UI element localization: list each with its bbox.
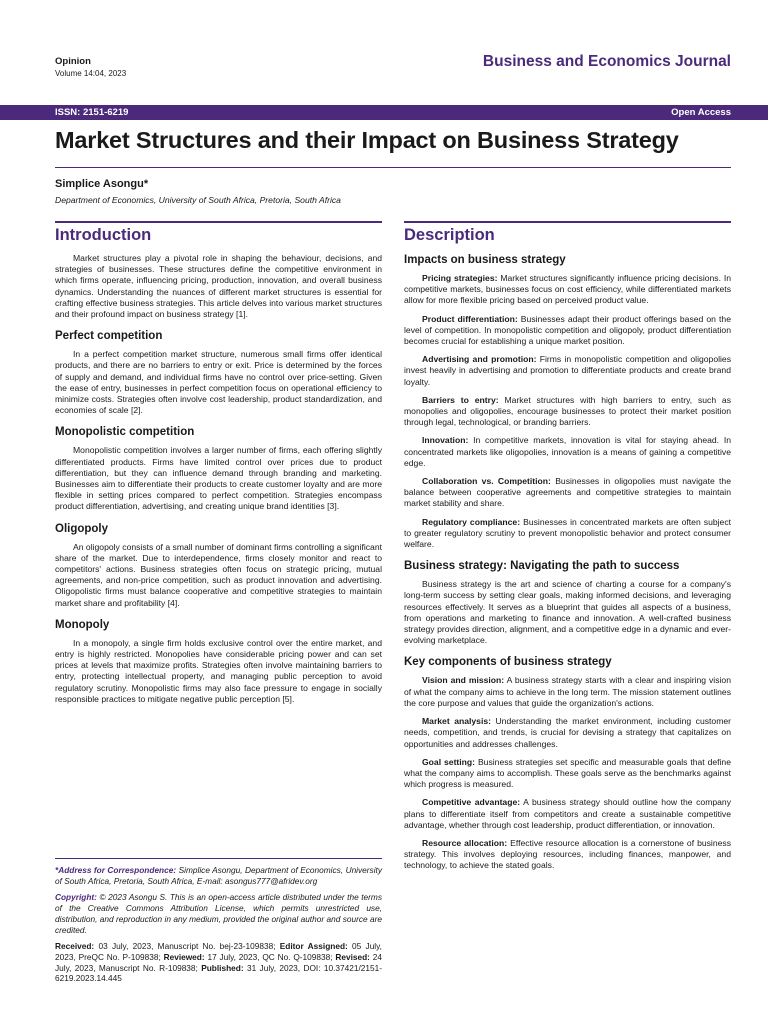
- author-affiliation: Department of Economics, University of South Africa, Pretoria, South Africa: [55, 195, 341, 205]
- monopoly-text: In a monopoly, a single firm holds exclusive control over the entire market, and entry is highly restricted. Monopolies have considerable pricing power and can set prices at levels that maximize profits. Strategies often involve maintaining barriers to entry, protecting intellectual property, and managing public perception to avoid regulatory scrutiny. Monopolistic firms may also face pressure to engage in socially responsible practices to mitigate negative public perception [5].: [55, 637, 382, 704]
- market-analysis-text: Market analysis: Understanding the market environment, including customer needs, competition, and trends, is crucial for devising a strategy that capitalizes on opportunities and addresses challenges.: [404, 716, 732, 749]
- open-access-label: Open Access: [671, 107, 731, 118]
- article-title: Market Structures and their Impact on Business Strategy: [55, 127, 679, 153]
- perfect-competition-text: In a perfect competition market structure, numerous small firms offer identical products, and there are no barriers to entry or exit. Price is determined by the forces of supply and demand, and individual firms have no control over price-setting. Given the ease of entry, businesses in perfect competition focus on operational efficiency to minimize costs. Strategies often involve cost leadership, product standardization, and economies of scale [2].: [55, 349, 382, 416]
- business-strategy-heading: Business strategy: Navigating the path to success: [404, 560, 680, 573]
- correspondence-note: *Address for Correspondence: Simplice Asongu, Department of Economics, University of South Africa, Pretoria, South Africa, E-mail: asongus777@afridev.org: [55, 865, 382, 886]
- journal-name: Business and Economics Journal: [482, 53, 731, 70]
- pricing-strategies-text: Pricing strategies: Market structures significantly influence pricing decisions. In competitive markets, businesses focus on cost efficiency, while differentiated markets allow for more flexible pricing based on perceived product value.: [404, 273, 732, 306]
- section-divider: [404, 221, 731, 223]
- monopolistic-competition-heading: Monopolistic competition: [55, 426, 195, 439]
- section-divider: [55, 221, 382, 223]
- footnotes: [55, 858, 382, 990]
- key-components-heading: Key components of business strategy: [404, 656, 612, 669]
- regulatory-text: Regulatory compliance: Businesses in concentrated markets are often subject to greater regulatory scrutiny to prevent monopolistic behavior and protect consumer welfare.: [404, 516, 732, 550]
- goal-setting-text: Goal setting: Business strategies set specific and measurable goals that define what the company aims to accomplish. These goals serve as the benchmarks against which progress is measured.: [404, 756, 731, 790]
- monopoly-heading: Monopoly: [55, 618, 110, 631]
- collaboration-text: Collaboration vs. Competition: Businesses in oligopolies must navigate the balance between cooperative agreements and competitive strategies to maintain market stability and share.: [404, 476, 731, 509]
- copyright-note: Copyright: © 2023 Asongu S. This is an open-access article distributed under the terms of the Creative Commons Attribution License, which permits unrestricted use, distribution, and reproduction in any medium, provided the original author and source are credited.: [55, 892, 382, 935]
- business-strategy-text: Business strategy is the art and science of charting a course for a company's long-term success by setting clear goals, making informed decisions, and leveraging resources effectively. It serves as a blueprint that guides all aspects of a business, from operations and marketing to finance and innovation. A well-crafted business strategy provides direction, alignment, and a competitive edge in a dynamic and ever-evolving marketplace.: [404, 579, 731, 646]
- competitive-advantage-text: Competitive advantage: A business strategy should outline how the company plans to differentiate itself from competitors and create a sustainable competitive advantage, whether through cost leadership, product differentiation, or innovation.: [404, 797, 731, 830]
- right-column: [404, 221, 731, 879]
- oligopoly-heading: Oligopoly: [55, 522, 109, 535]
- resource-allocation-text: Resource allocation: Effective resource allocation is a cornerstone of business strategy. This involves deploying resources, including finances, manpower, and technology, to achieve the stated goals.: [404, 837, 731, 871]
- issn-label: ISSN: 2151-6219: [55, 107, 129, 118]
- product-differentiation-text: Product differentiation: Businesses adapt their product offerings based on the level of competition. In monopolistic competition and oligopoly, product differentiation becomes crucial for establishing a unique market position.: [404, 313, 731, 347]
- barriers-text: Barriers to entry: Market structures with high barriers to entry, such as monopolies and oligopolies, encourage businesses to protect their market position through legal, technological, or branding barriers.: [404, 394, 732, 428]
- intro-paragraph: Market structures play a pivotal role in shaping the behaviour, decisions, and strategies of businesses. These structures define the competitive environment in which firms operate, influencing pricing, production, innovation, and overall business dynamics. Understanding the nuances of different market structures is essential for crafting effective business strategies. This article delves into various market structures and their profound impact on business strategy [1].: [55, 253, 382, 320]
- article-type: Opinion: [55, 56, 91, 67]
- issn-bar: [0, 105, 768, 120]
- footnote-divider: [55, 858, 382, 859]
- vision-text: Vision and mission: A business strategy starts with a clear and inspiring vision of what the company aims to achieve in the long term. The mission statement outlines the core purpose and values that guide the organization's actions.: [404, 675, 731, 708]
- title-divider: [55, 167, 731, 168]
- impacts-heading: Impacts on business strategy: [404, 254, 566, 266]
- introduction-heading: Introduction: [55, 226, 152, 244]
- advertising-text: Advertising and promotion: Firms in monopolistic competition and oligopolies invest heavily in advertising and promotion to differentiate products and create brand loyalty.: [404, 354, 731, 387]
- monopolistic-competition-text: Monopolistic competition involves a larger number of firms, each offering slightly differentiated products. Firms have limited control over prices due to product differentiation, but they can influence demand through branding and marketing. Businesses aim to differentiate their products to create customer loyalty and are more flexible in setting prices compared to perfect competition. Strategies encompass product differentiation, advertising, and creating unique brand identities [3].: [55, 445, 382, 512]
- oligopoly-text: An oligopoly consists of a small number of dominant firms controlling a significant share of the market. Due to interdependence, firms closely monitor and react to competitors' actions. Business strategies often focus on strategic pricing, mutual agreements, and non-price competition, such as product innovation and advertising. Oligopolistic firms must balance cooperative and competitive strategies to maintain market share and profitability [4].: [55, 541, 382, 608]
- author-name: Simplice Asongu*: [55, 178, 149, 190]
- description-heading: Description: [404, 226, 495, 244]
- volume-info: Volume 14:04, 2023: [55, 69, 127, 78]
- perfect-competition-heading: Perfect competition: [55, 330, 163, 343]
- left-column: [55, 221, 382, 712]
- manuscript-dates: Received: 03 July, 2023, Manuscript No. bej-23-109838; Editor Assigned: 05 July, 2023, PreQC No. P-109838; Reviewed: 17 July, 2023, QC No. Q-109838; Revised: 24 July, 2023, Manuscript No. R-109838; Published: 31 July, 2023, DOI: 10.37421/2151-6219.2023.14.445: [55, 941, 382, 984]
- innovation-text: Innovation: In competitive markets, innovation is vital for staying ahead. In concentrated markets like oligopolies, innovation is a means of gaining a competitive edge.: [404, 435, 731, 468]
- article-meta: [55, 56, 126, 78]
